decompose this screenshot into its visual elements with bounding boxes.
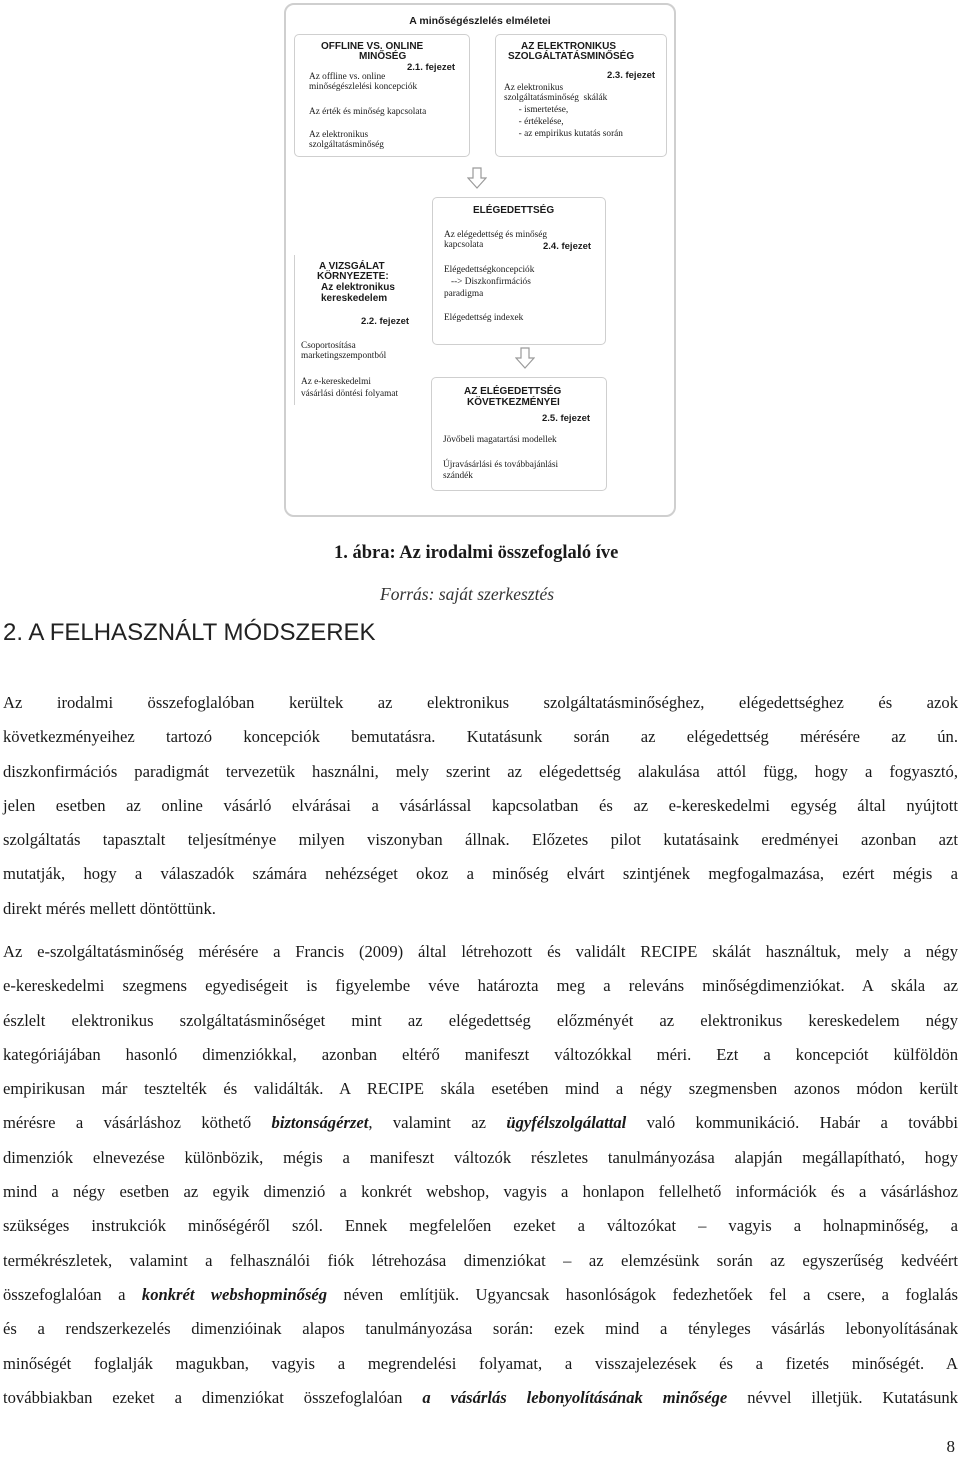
- emphasis-webshop-quality: konkrét webshopminőség: [141, 1284, 328, 1304]
- paragraph-1: [3, 686, 958, 926]
- text-run: néven említjük. Ugyancsak hasonlóságok fedezhetőek fel a csere, a foglalás: [327, 1284, 958, 1304]
- context-box-item: Az e-kereskedelmi: [301, 377, 371, 387]
- paragraph-line: mind a négy esetben az egyik dimenzió a konkrét webshop, vagyis a honlapon fellelhető információk és a vásárláshoz: [3, 1182, 958, 1202]
- text-run: összefoglalóan a: [3, 1284, 142, 1304]
- offline-box-item: Az érték és minőség kapcsolata: [309, 107, 427, 117]
- paragraph-line: jelen esetben az online vásárló elvárásai a vásárlással kapcsolatban és az e-kereskedelmi egység által nyújtott: [3, 795, 958, 815]
- paragraph-line: Az e-szolgáltatásminőség mérésére a Francis (2009) által létrehozott és validált RECIPE skálát használtuk, mely a négy: [3, 942, 958, 961]
- consequences-box-heading-1: AZ ELÉGEDETTSÉG: [464, 386, 562, 397]
- context-box-heading-3: Az elektronikus: [321, 282, 395, 293]
- offline-box-item: minőségészlelési koncepciók: [309, 82, 418, 92]
- offline-box-heading-1: OFFLINE VS. ONLINE: [321, 41, 424, 52]
- text-run: továbbiakban ezeket a dimenziókat összefoglalóan: [3, 1387, 423, 1407]
- offline-box-item: Az offline vs. online: [309, 72, 386, 82]
- eservice-box-item: - az empirikus kutatás során: [514, 129, 623, 139]
- emphasis-security: biztonságérzet: [271, 1113, 369, 1133]
- satisfaction-box-item: Elégedettségkoncepciók: [444, 265, 535, 275]
- paragraph-2: [3, 935, 958, 1415]
- page-number: 8: [946, 1437, 955, 1456]
- down-arrow-icon: [515, 347, 535, 369]
- paragraph-line: következményeihez tartozó koncepciók bemutatásra. Kutatásunk során az elégedettség mérésére az ún.: [3, 727, 958, 747]
- satisfaction-box-item: Elégedettség indexek: [444, 313, 524, 323]
- paragraph-line: észlelt elektronikus szolgáltatásminőséget mint az elégedettség előzményét az elektronikus kereskedelem négy: [3, 1010, 958, 1030]
- paragraph-line: termékrészletek, valamint a felhasználói fiók létrehozása dimenziókat – az elemzésünk során az egyszerűség kedvéért: [3, 1250, 958, 1270]
- figure-caption: 1. ábra: Az irodalmi összefoglaló íve: [334, 543, 619, 563]
- figure-title: A minőségészlelés elméletei: [409, 15, 551, 27]
- context-box-heading-1: A VIZSGÁLAT: [319, 261, 385, 272]
- paragraph-line: [3, 1106, 958, 1140]
- context-box-heading-4: kereskedelem: [321, 293, 388, 304]
- paragraph-line: Az irodalmi összefoglalóban kerültek az elektronikus szolgáltatásminőséghez, elégedettséghez és azok: [3, 693, 958, 712]
- consequences-box-item: Jövőbeli magatartási modellek: [443, 435, 557, 445]
- paragraph-line: szolgáltatás tapasztalt teljesítménye milyen viszonyban állnak. Előzetes pilot kutatásaink eredményei azonban azt: [3, 830, 958, 850]
- satisfaction-box: [432, 197, 606, 345]
- paragraph-line: minőségét foglalják magukban, vagyis a megrendelési folyamat, a visszajelezések és a fizetés minőségét. A: [3, 1353, 958, 1373]
- paragraph-line: e-kereskedelmi szegmens egyediségeit is figyelembe véve határozta meg a releváns minőségdimenziókat. A skála az: [3, 976, 958, 996]
- eservice-box-item: Az elektronikus: [504, 83, 564, 93]
- paragraph-line: direkt mérés mellett döntöttünk.: [3, 898, 216, 918]
- context-box-heading-2: KÖRNYEZETE:: [317, 271, 389, 282]
- satisfaction-box-item: --> Diszkonfirmációs: [444, 277, 531, 287]
- paragraph-line: kategóriájában hasonló dimenziókkal, azonban eltérő manifeszt változókkal méri. Ezt a koncepciót külföldön: [3, 1044, 958, 1064]
- eservice-box-heading-2: SZOLGÁLTATÁSMINŐSÉG: [508, 51, 635, 62]
- consequences-box-item: Újravásárlási és továbbajánlási: [443, 460, 559, 470]
- eservice-box-item: - ismertetése,: [514, 105, 569, 115]
- satisfaction-box-item: Az elégedettség és minőség: [444, 230, 548, 240]
- consequences-box-item: szándék: [443, 471, 473, 481]
- satisfaction-box-item: paradigma: [444, 289, 484, 299]
- context-box-item: vásárlási döntési folyamat: [301, 389, 399, 399]
- down-arrow-icon: [467, 167, 487, 189]
- paragraph-line: empirikusan már tesztelték és validálták. A RECIPE skála esetében mind a négy szegmensben azonos módon került: [3, 1079, 958, 1099]
- context-box: [294, 255, 431, 405]
- paragraph-line: [3, 1381, 958, 1415]
- paragraph-line: diszkonfirmációs paradigmát tervezetük használni, mely szerint az elégedettség alakulása attól függ, hogy a fogyasztó,: [3, 761, 958, 781]
- offline-box-item: szolgáltatásminőség: [309, 140, 384, 150]
- figure-source: Forrás: saját szerkesztés: [380, 584, 555, 604]
- text-run: való kommunikáció. Habár a további: [626, 1113, 959, 1133]
- consequences-box-chapter: 2.5. fejezet: [542, 413, 591, 424]
- emphasis-purchase-quality: a vásárlás lebonyolításának minősége: [422, 1387, 728, 1407]
- paragraph-line: [3, 1278, 958, 1312]
- offline-box-heading-2: MINŐSÉG: [359, 51, 407, 62]
- text-run: , valamint az: [368, 1113, 507, 1133]
- eservice-box-chapter: 2.3. fejezet: [607, 70, 656, 81]
- text-run: névvel illetjük. Kutatásunk: [727, 1387, 958, 1407]
- consequences-box: [431, 377, 607, 491]
- eservice-box-item: szolgáltatásminőség skálák: [504, 93, 608, 103]
- eservice-quality-box: [495, 34, 667, 157]
- section-title: 2. A FELHASZNÁLT MÓDSZEREK: [3, 619, 376, 646]
- paragraph-line: dimenziók elnevezése különbözik, mégis a manifeszt változók részletes tanulmányozása alapján megállapítható, hogy: [3, 1147, 958, 1167]
- context-box-item: Csoportosítása: [301, 341, 356, 351]
- eservice-box-heading-1: AZ ELEKTRONIKUS: [521, 41, 616, 52]
- offline-box-chapter: 2.1. fejezet: [407, 62, 456, 73]
- satisfaction-box-heading: ELÉGEDETTSÉG: [473, 205, 555, 216]
- consequences-box-heading-2: KÖVETKEZMÉNYEI: [467, 397, 560, 408]
- eservice-box-item: - értékelése,: [514, 117, 564, 127]
- offline-box-item: Az elektronikus: [309, 130, 369, 140]
- paragraph-line: és a rendszerkezelés dimenzióinak alapos tanulmányozása során: ezek mind a tényleges vásárlás lebonyolításának: [3, 1319, 958, 1339]
- context-box-chapter: 2.2. fejezet: [361, 316, 410, 327]
- literature-review-figure: [284, 3, 676, 517]
- satisfaction-box-chapter: 2.4. fejezet: [543, 241, 592, 252]
- paragraph-line: mutatják, hogy a válaszadók számára nehézséget okoz a minőség elvárt szintjének megfogalmazása, ezért mégis a: [3, 864, 958, 884]
- offline-online-box: [294, 34, 470, 157]
- paragraph-line: szükséges instrukciók minőségéről szól. Ennek megfelelően ezeket a változókat – vagyis a holnapminőség, a: [3, 1216, 958, 1236]
- emphasis-customer-service: ügyfélszolgálattal: [506, 1113, 627, 1133]
- text-run: mérésre a vásárláshoz köthető: [3, 1113, 272, 1133]
- context-box-item: marketingszempontból: [301, 351, 387, 361]
- satisfaction-box-item: kapcsolata: [444, 240, 484, 250]
